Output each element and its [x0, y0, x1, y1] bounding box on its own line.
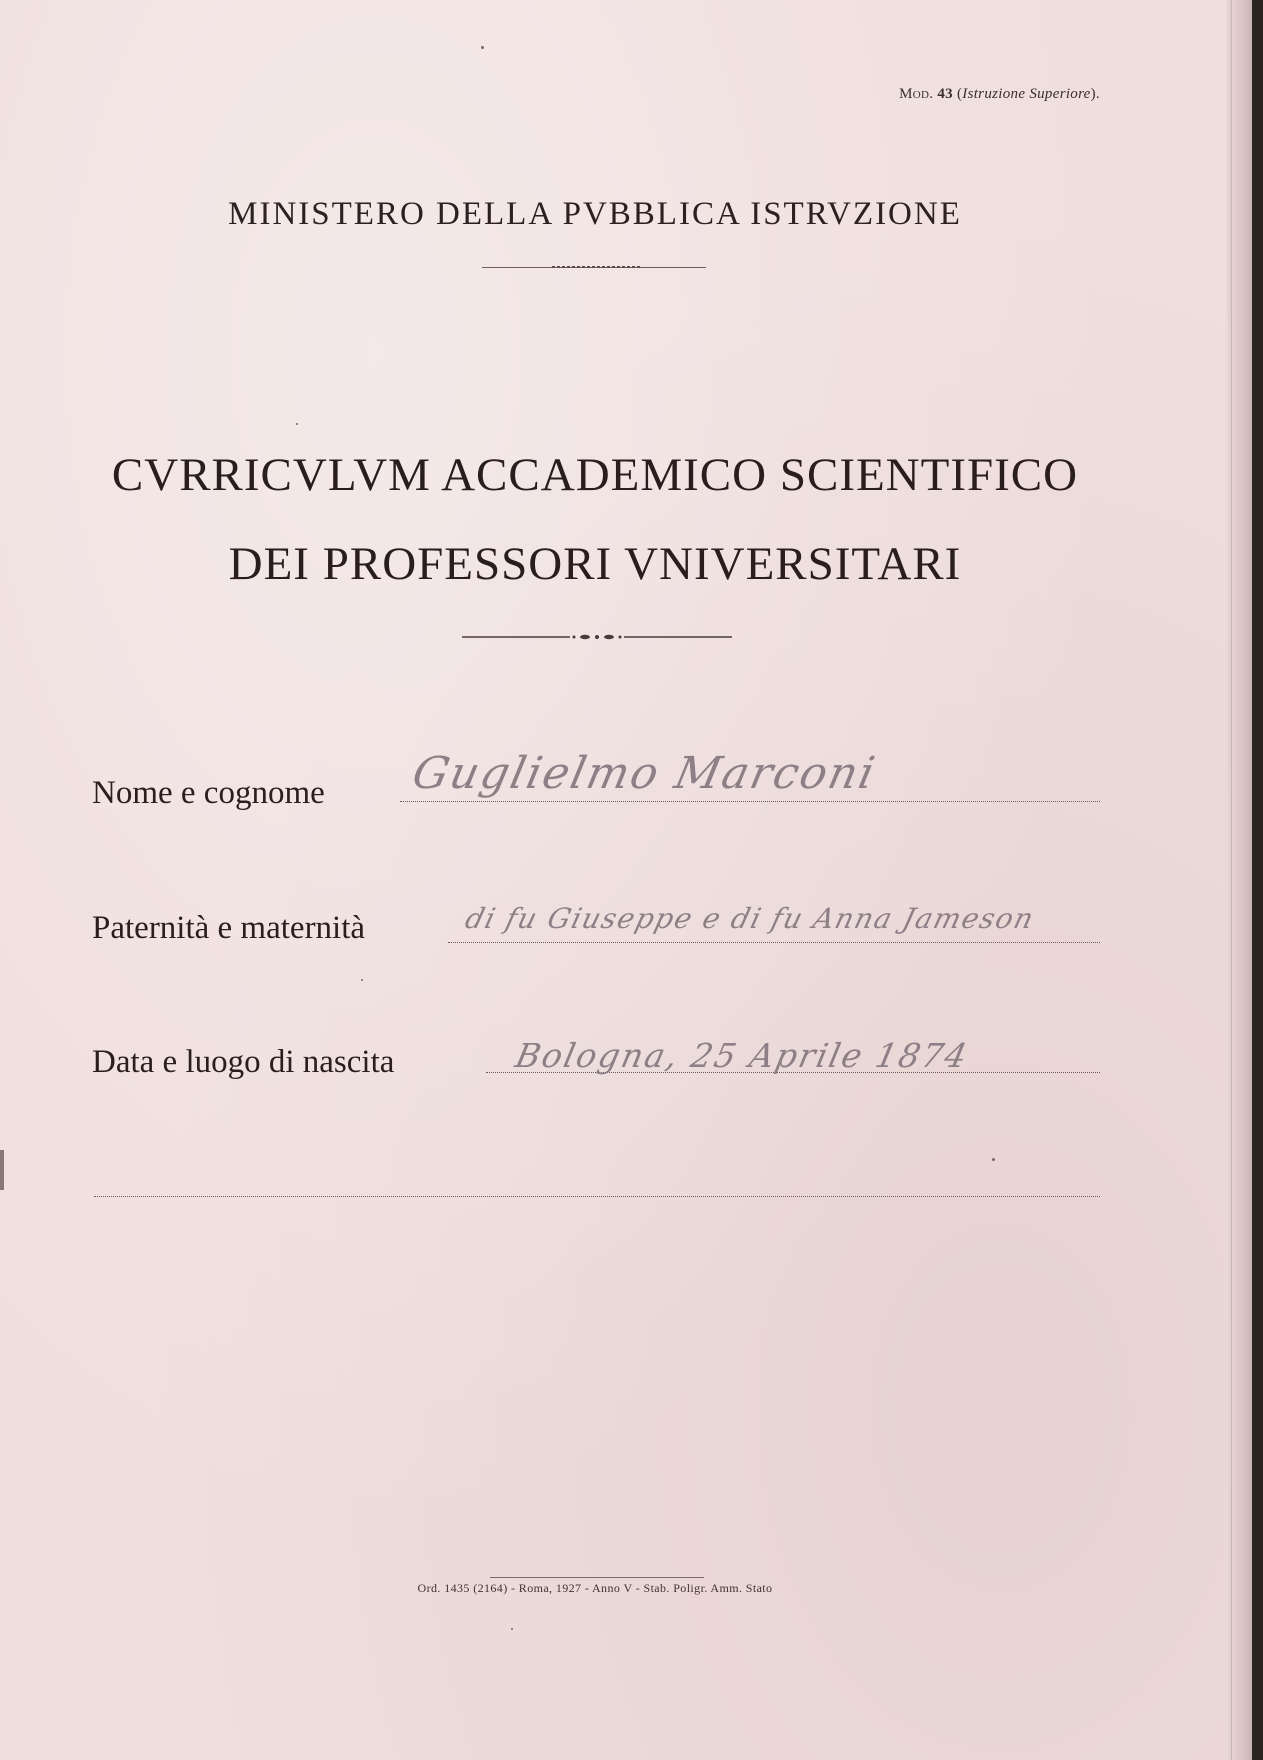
paper-speck	[481, 46, 484, 49]
footer-rule	[490, 1577, 704, 1578]
ministry-heading: MINISTERO DELLA PVBBLICA ISTRVZIONE	[228, 196, 962, 232]
paper-speck	[296, 423, 298, 425]
name-value-handwritten: Guglielmo Marconi	[408, 748, 881, 799]
mod-note: Istruzione Superiore	[962, 86, 1091, 102]
ornament-divider	[462, 634, 732, 640]
form-model-number	[899, 86, 1100, 103]
heading-divider	[482, 267, 706, 268]
birth-value-handwritten: Bologna, 25 Aprile 1874	[512, 1036, 973, 1075]
continuation-line	[94, 1196, 1100, 1197]
paper-speck	[992, 1158, 995, 1161]
document-title-line-2: DEI PROFESSORI VNIVERSITARI	[228, 538, 962, 590]
name-field-line	[400, 801, 1100, 802]
binding-mark	[0, 1150, 4, 1190]
name-label: Nome e cognome	[92, 775, 325, 811]
birth-label: Data e luogo di nascita	[92, 1044, 395, 1080]
document-title-line-1: CVRRICVLVM ACCADEMICO SCIENTIFICO	[111, 449, 1079, 501]
parents-value-handwritten: di fu Giuseppe e di fu Anna Jameson	[462, 902, 1039, 935]
printer-imprint: Ord. 1435 (2164) - Roma, 1927 - Anno V - Stab. Poligr. Amm. Stato	[417, 1581, 773, 1595]
parents-label: Paternità e maternità	[92, 910, 366, 946]
page-edge	[1231, 0, 1252, 1760]
paper-speck	[361, 979, 363, 981]
mod-number: 43	[937, 86, 953, 102]
mod-note-close: ).	[1090, 86, 1100, 102]
parents-field-line	[448, 942, 1100, 943]
mod-note-open: (	[956, 86, 963, 102]
paper-speck	[511, 1628, 513, 1630]
mod-prefix: Mod.	[899, 86, 934, 102]
